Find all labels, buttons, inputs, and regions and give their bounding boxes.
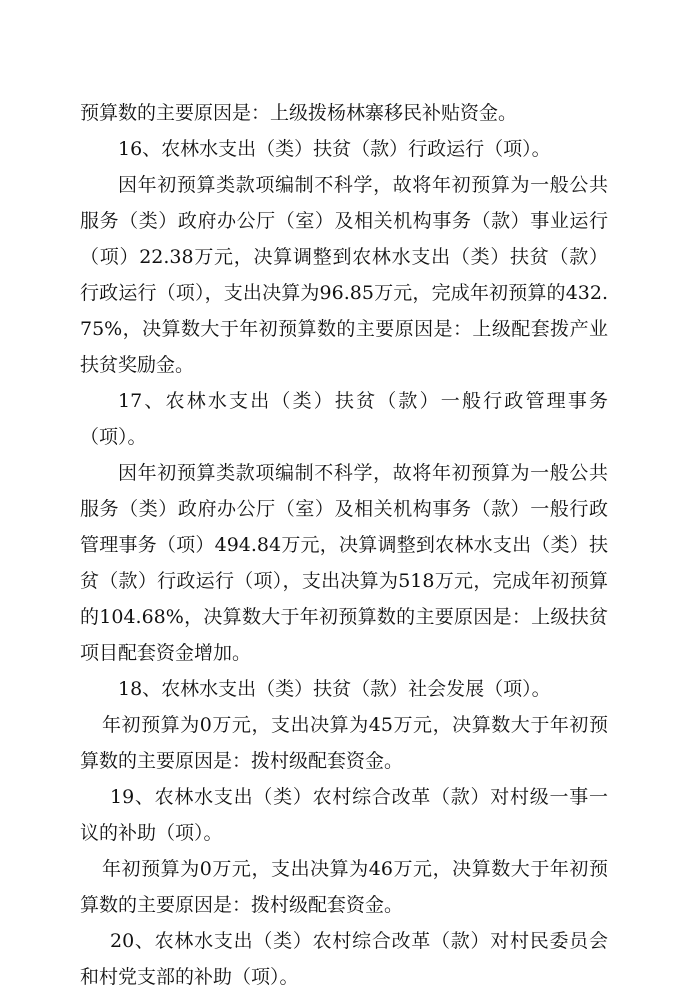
item-body-18: 年初预算为0万元，支出决算为45万元，决算数大于年初预算数的主要原因是：拨村级配套资金。 <box>80 714 608 772</box>
item-body-16: 因年初预算类款项编制不科学，故将年初预算为一般公共服务（类）政府办公厅（室）及相关机构事务（款）事业运行（项）22.38万元，决算调整到农林水支出（类）扶贫（款）行政运行（项），支出决算为96.85万元，完成年初预算的432.75%，决算数大于年初预算数的主要原因是：上级配套拨产业扶贫奖励金。 <box>80 174 608 376</box>
item-body-19: 年初预算为0万元，支出决算为46万元，决算数大于年初预算数的主要原因是：拨村级配套资金。 <box>80 858 608 916</box>
paragraph-continuation: 预算数的主要原因是：上级拨杨林寨移民补贴资金。 <box>80 102 518 124</box>
item-heading-19: 19、农林水支出（类）农村综合改革（款）对村级一事一议的补助（项）。 <box>80 786 608 844</box>
item-body-17: 因年初预算类款项编制不科学，故将年初预算为一般公共服务（类）政府办公厅（室）及相关机构事务（款）一般行政管理事务（项）494.84万元，决算调整到农林水支出（类）扶贫（款）行政运行（项），支出决算为518万元，完成年初预算的104.68%，决算数大于年初预算数的主要原因是：上级扶贫项目配套资金增加。 <box>80 462 608 664</box>
item-heading-20: 20、农林水支出（类）农村综合改革（款）对村民委员会和村党支部的补助（项）。 <box>80 930 608 988</box>
item-heading-17: 17、农林水支出（类）扶贫（款）一般行政管理事务（项）。 <box>80 390 608 448</box>
item-heading-18: 18、农林水支出（类）扶贫（款）社会发展（项）。 <box>118 678 551 700</box>
item-heading-16: 16、农林水支出（类）扶贫（款）行政运行（项）。 <box>118 138 551 160</box>
document-body <box>80 95 608 995</box>
